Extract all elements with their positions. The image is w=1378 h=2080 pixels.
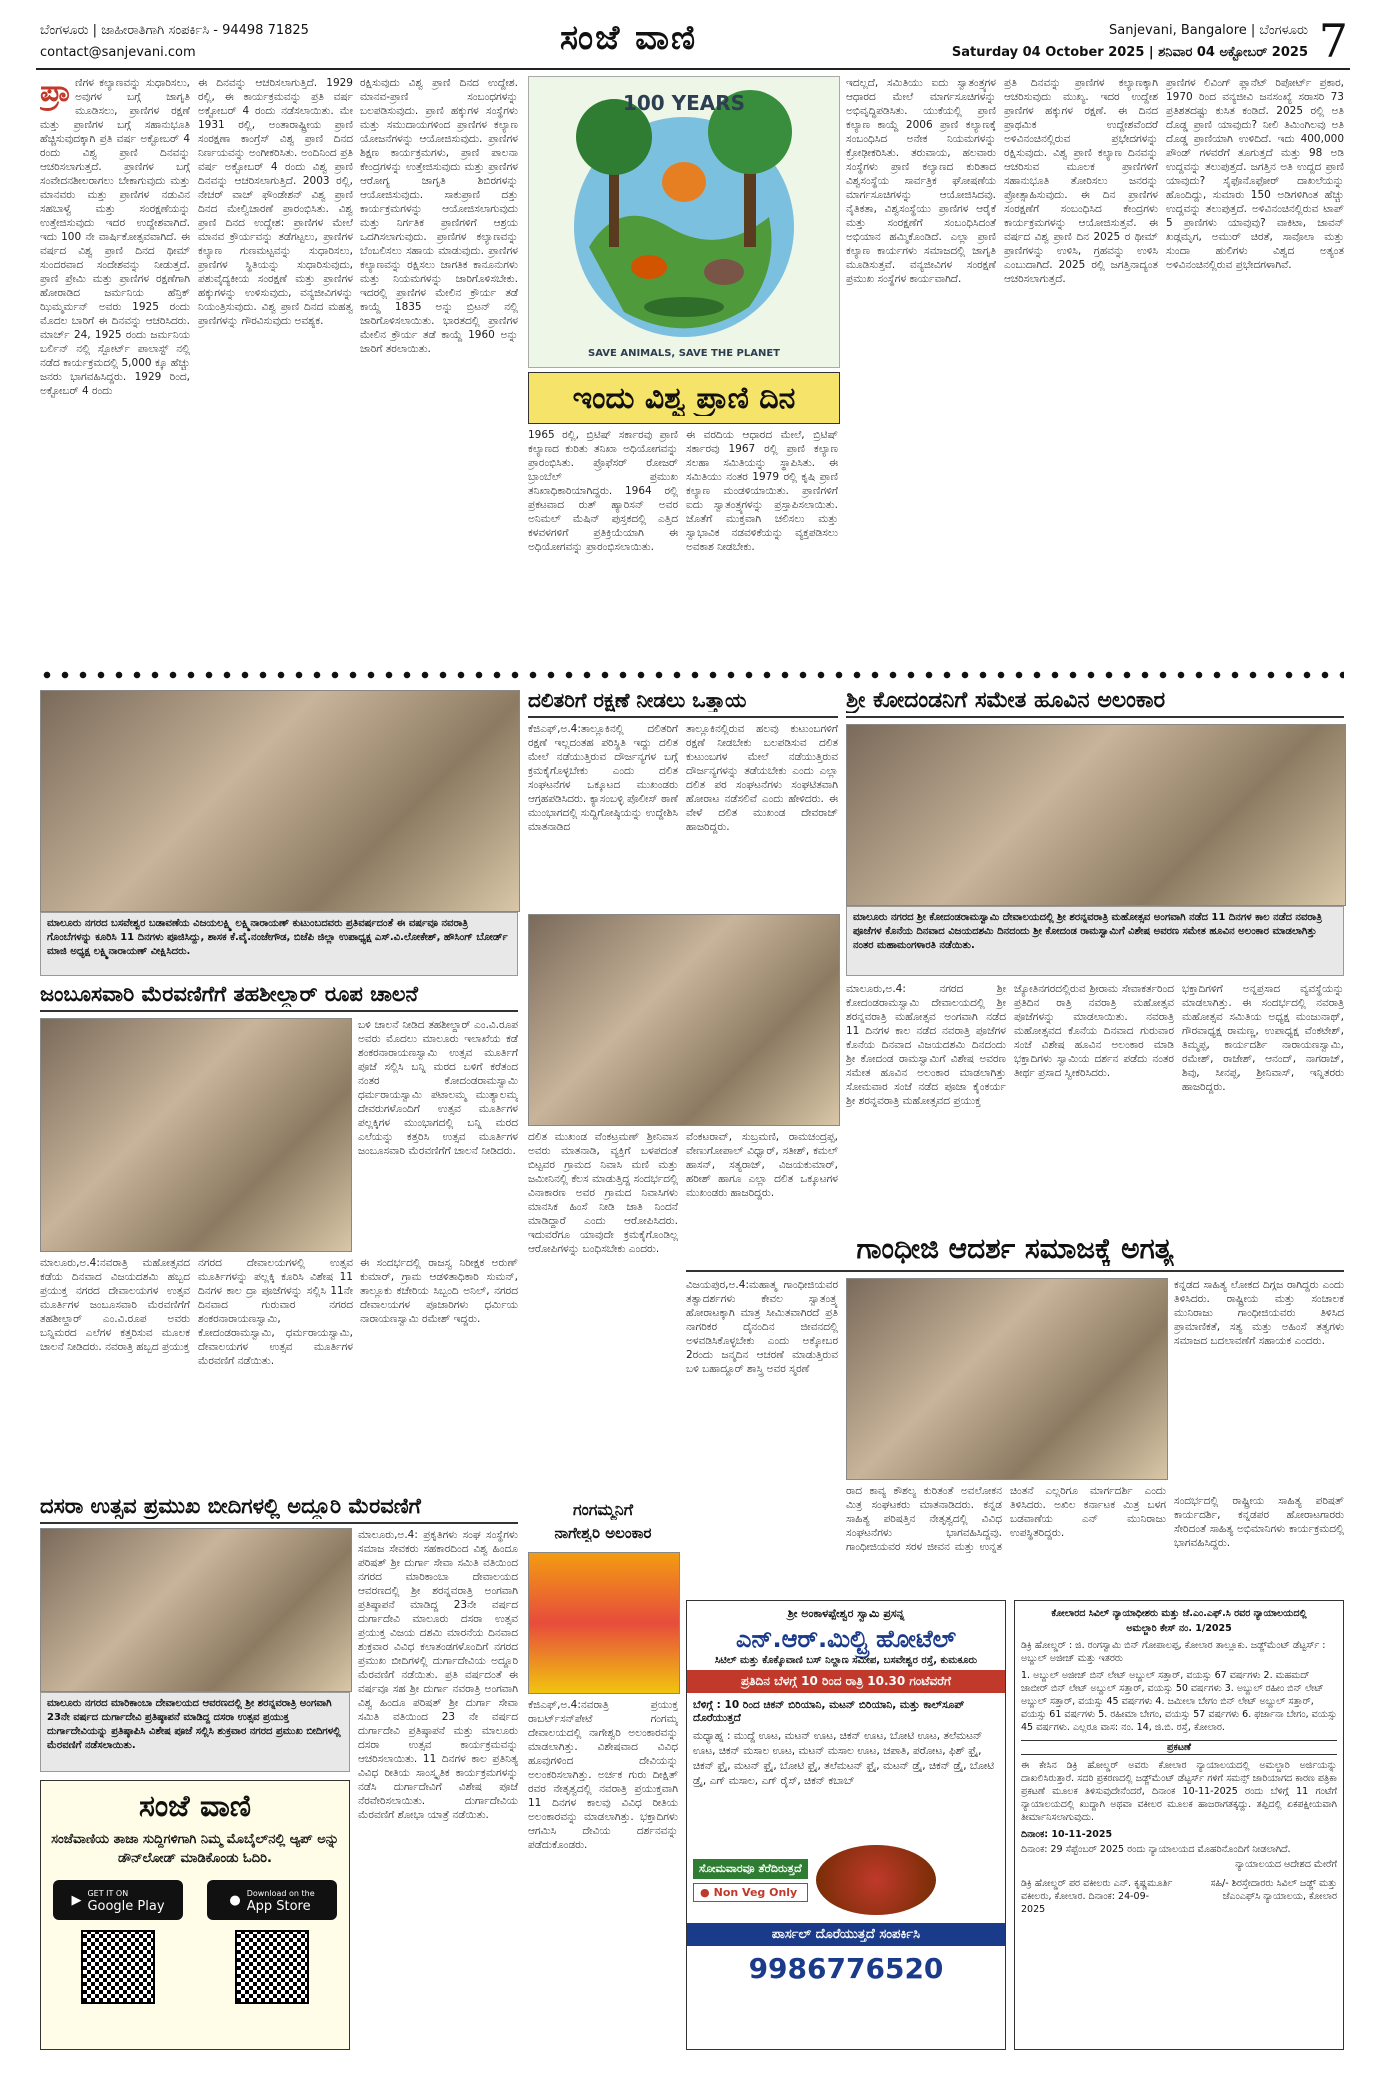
world-animal-day-image	[528, 76, 840, 368]
dalit-col-2: ತಾಲ್ಲೂಕಿನಲ್ಲಿರುವ ಹಲವು ಕುಟುಂಬಗಳಿಗೆ ರಕ್ಷಣೆ ನೀಡಬೇಕು ಬಲಪಡಿಸುವ ದಲಿತ ಕುಟುಂಬಗಳ ಮೇಲೆ ನಡೆಯುತ್ತಿರುವ ದೌರ್ಜನ್ಯಗಳನ್ನು ತಡೆಯಬೇಕು ಎಂದು ಎಲ್ಲಾ ದಲಿತ ಪರ ಸಂಘಟನೆಗಳು ಸಂಘಟಿತವಾಗಿ ಹೋರಾಟ ನಡೆಸಲಿವೆ ಎಂದು ಹೇಳಿದರು. ಈ ವೇಳೆ ದಲಿತ ಮುಖಂಡ ದೇವರಾಜ್ ಹಾಜರಿದ್ದರು.	[686, 723, 838, 833]
legal-notice-text: ಈ ಕೇಸಿನ ಡಿಕ್ರಿ ಹೋಲ್ಡರ್ ಅವರು ಕೋಲಾರ ನ್ಯಾಯಾಲಯದಲ್ಲಿ ಅಮಲ್ಜಾರಿ ಅರ್ಜಿಯನ್ನು ದಾಖಲಿಸಿರುತ್ತಾರೆ. ಸದರಿ ಪ್ರಕರಣದಲ್ಲಿ ಜಡ್ಜ್‌ಮೆಂಟ್ ಡೆಟ್ಟರ್ಸ್ ಗಳಿಗೆ ಸಮನ್ಸ್ ಜಾರಿಯಾಗದ ಕಾರಣ ಪತ್ರಿಕಾ ಪ್ರಕಟಣೆ ಮೂಲಕ ತಿಳಿಸುವುದೇನೆಂದರೆ, ದಿನಾಂಕ 10-11-2025 ರಂದು ಬೆಳಿಗ್ಗೆ 11 ಗಂಟೆಗೆ ನ್ಯಾಯಾಲಯದಲ್ಲಿ ಖುದ್ದಾಗಿ ಅಥವಾ ವಕೀಲರ ಮೂಲಕ ಹಾಜರಾಗತಕ್ಕದ್ದು. ತಪ್ಪಿದಲ್ಲಿ ಏಕಪಕ್ಷೀಯವಾಗಿ ತೀರ್ಮಾನಿಸಲಾಗುವುದು.	[1021, 1760, 1337, 1823]
app-store-small: Download on the	[246, 1889, 315, 1898]
non-veg-badge	[693, 1883, 808, 1902]
gangamma-body: ಕೆಜಿಎಫ್,ಅ.4:ನವರಾತ್ರಿ ಪ್ರಯುಕ್ತ ರಾಬರ್ಟ್‌ಸನ್‌ಪೇಟೆ ಗಂಗಮ್ಮ ದೇವಾಲಯದಲ್ಲಿ ನಾಗೇಶ್ವರಿ ಅಲಂಕಾರವನ್ನು ಮಾಡಲಾಗಿತ್ತು. ವಿಶೇಷವಾದ ವಿವಿಧ ಹೂವುಗಳಿಂದ ದೇವಿಯನ್ನು ಅಲಂಕರಿಸಲಾಗಿತ್ತು. ಅರ್ಚಕ ಗುರು ದೀಕ್ಷಿತ್ ರವರ ನೇತೃತ್ವದಲ್ಲಿ ನವರಾತ್ರಿ ಪ್ರಯುಕ್ತವಾಗಿ 11 ದಿನಗಳ ಕಾಲವು ವಿವಿಧ ರೀತಿಯ ಅಲಂಕಾರವನ್ನು ಮಾಡಲಾಗಿತ್ತು. ಭಕ್ತಾದಿಗಳು ಆಗಮಿಸಿ ದೇವಿಯ ದರ್ಶನವನ್ನು ಪಡೆದುಕೊಂಡರು.	[528, 1699, 678, 1851]
hotel-ad-parcel: ಪಾರ್ಸಲ್ ದೊರೆಯುತ್ತದೆ ಸಂಪರ್ಕಿಸಿ	[687, 1923, 1005, 1946]
app-promo-box	[40, 1780, 350, 2050]
golu-caption: ಮಾಲೂರು ನಗರದ ಬಸವೇಶ್ವರ ಬಡಾವಣೆಯ ವಿಜಯಲಕ್ಷ್ಮಿ ಲಕ್ಷ್ಮಿನಾರಾಯಣ್ ಕುಟುಂಬದವರು ಪ್ರತಿವರ್ಷದಂತೆ ಈ ವರ್ಷವೂ ನವರಾತ್ರಿ ಗೊಂಬೆಗಳನ್ನು ಕೂರಿಸಿ 11 ದಿನಗಳು ಪೂಜಿಸಿದ್ದು, ಶಾಸಕ ಕೆ.ವೈ.ನಂಜೇಗೌಡ, ಬಿಜೆಪಿ ಜಿಲ್ಲಾ ಉಪಾಧ್ಯಕ್ಷ ಎಸ್.ವಿ.ಲೋಕೇಶ್, ಹೌಸಿಂಗ್ ಬೋರ್ಡ್ ಮಾಜಿ ಅಧ್ಯಕ್ಷ ಲಕ್ಷ್ಮಿನಾರಾಯಣ್ ವೀಕ್ಷಿಸಿದರು.	[40, 912, 518, 976]
app-store-label: App Store	[246, 1899, 311, 1914]
jambu-side-text: ಬಳಿ ಚಾಲನೆ ನೀಡಿದ ತಹಶೀಲ್ದಾರ್ ಎಂ.ವಿ.ರೂಪ ಅವರು ಮೊದಲು ಮಾಲೂರು ಇಲಾಖೆಯ ಕಡೆ ಶಂಕರನಾರಾಯಣಸ್ವಾಮಿ ಉತ್ಸವ ಮೂರ್ತಿಗೆ ಪೂಜೆ ಸಲ್ಲಿಸಿ ಬನ್ನಿ ಮರದ ಬಳಿಗೆ ಕರೆತಂದ ನಂತರ ಕೋದಂಡರಾಮಸ್ವಾಮಿ ಧರ್ಮರಾಯಸ್ವಾಮಿ ಪಟಾಲಮ್ಮ ಮುತ್ಯಾಲಮ್ಮ ದೇವರುಗಳೊಂದಿಗೆ ಉತ್ಸವ ಮೂರ್ತಿಗಳ ಪಲ್ಲಕ್ಕಿಗಳ ಮುಂಭಾಗದಲ್ಲಿ ಬನ್ನಿ ಮರದ ಎಲೆಯನ್ನು ಕತ್ತರಿಸಿ ಉತ್ಸವ ಮೂರ್ತಿಗಳ ಜಂಬೂಸವಾರಿ ಮೆರವಣಿಗೆಗೆ ಚಾಲನೆ ನೀಡಿದರು.	[358, 1019, 518, 1157]
jambu-headline: ಜಂಬೂಸವಾರಿ ಮೆರವಣಿಗೆಗೆ ತಹಶೀಲ್ದಾರ್ ರೂಪ ಚಾಲನೆ	[40, 982, 419, 1006]
dasara-col-1: ಮಾಲೂರು,ಅ.4: ಪ್ರಕೃತಿಗಳು ಸಂಘ ಸಂಸ್ಥೆಗಳು ಸಮಾಜ ಸೇವಕರು ಸಹಕಾರದಿಂದ ವಿಶ್ವ ಹಿಂದೂ ಪರಿಷತ್ ಶ್ರೀ ದುರ್ಗಾ ಸೇವಾ ಸಮಿತಿ ವತಿಯಿಂದ ನಗರದ ಮಾರಿಕಾಂಬಾ ದೇವಾಲಯದ ಆವರಣದಲ್ಲಿ ಶ್ರೀ ಶರನ್ನವರಾತ್ರಿ ಅಂಗವಾಗಿ ಪ್ರತಿಷ್ಠಾಪನೆ ಮಾಡಿದ್ದ 23ನೇ ವರ್ಷದ ದುರ್ಗಾದೇವಿ ಮಾಲೂರು ದಸರಾ ಉತ್ಸವ ಪ್ರಯುಕ್ತ ವಿಜಯ ದಶಮಿ ಮಾರನೆಯ ದಿನವಾದ ಶುಕ್ರವಾರ ವಿವಿಧ ಕಲಾತಂಡಗಳೊಂದಿಗೆ ನಗರದ ಪ್ರಮುಖ ಬೀದಿಗಳಲ್ಲಿ ದುರ್ಗಾದೇವಿಯ ಅದ್ದೂರಿ ಮೆರವಣಿಗೆ ನಡೆಯಿತು. ಪ್ರತಿ ವರ್ಷದಂತೆ ಈ ವರ್ಷವೂ ಸಹ ಶ್ರೀ ದುರ್ಗಾ ನವರಾತ್ರಿ ಅಂಗವಾಗಿ ವಿಶ್ವ ಹಿಂದೂ ಪರಿಷತ್ ಶ್ರೀ ದುರ್ಗಾ ಸೇವಾ ಸಮಿತಿ ವತಿಯಿಂದ 23 ನೇ ವರ್ಷದ ದುರ್ಗಾದೇವಿ ಪ್ರತಿಷ್ಠಾಪನೆ ಮತ್ತು ಮಾಲೂರು ದಸರಾ ಉತ್ಸವ ಕಾರ್ಯಕ್ರಮವನ್ನು ಆಚರಿಸಲಾಯಿತು. 11 ದಿನಗಳ ಕಾಲ ಪ್ರತಿನಿತ್ಯ ವಿವಿಧ ರೀತಿಯ ಸಾಂಸ್ಕೃತಿಕ ಕಾರ್ಯಕ್ರಮಗಳನ್ನು ನಡೆಸಿ ದುರ್ಗಾದೇವಿಗೆ ವಿಶೇಷ ಪೂಜೆ ನೆರವೇರಿಸಲಾಯಿತು. ದುರ್ಗಾದೇವಿಯ ಮೆರವಣಿಗೆ ಶೋಭಾ ಯಾತ್ರೆ ನಡೆಯಿತು.	[358, 1529, 518, 1821]
dasara-headline: ದಸರಾ ಉತ್ಸವ ಪ್ರಮುಖ ಬೀದಿಗಳಲ್ಲಿ ಅದ್ದೂರಿ ಮೆರವಣಿಗೆ	[40, 1494, 421, 1518]
hotel-ad-top: ಶ್ರೀ ಅಂಕಾಳಪ್ಪೇಶ್ವರ ಸ್ವಾಮಿ ಪ್ರಸನ್ನ	[787, 1607, 905, 1620]
kodanda-headline: ಶ್ರೀ ಕೋದಂಡನಿಗೆ ಸಮೇತ ಹೂವಿನ ಅಲಂಕಾರ	[846, 688, 1166, 713]
food-plate-image	[816, 1845, 936, 1915]
hotel-ad-menu: ಮಧ್ಯಾಹ್ನ : ಮುದ್ದೆ ಊಟ, ಮಟನ್ ಊಟ, ಚಿಕನ್ ಊಟ, ಬೋಟಿ ಊಟ, ತಲೆಮಟನ್ ಊಟ, ಚಿಕನ್ ಮಸಾಲ ಊಟ, ಮಟನ್ ಮಸಾಲ ಊಟ, ಚಪಾತಿ, ಪರೋಟ, ಫಿಶ್ ಫ್ರೈ, ಚಿಕನ್ ಫ್ರೈ, ಮಟನ್ ಫ್ರೈ, ಬೋಟಿ ಫ್ರೈ, ತಲೆಮಟನ್ ಫ್ರೈ, ಮಟನ್ ಡ್ರೈ, ಚಿಕನ್ ಡ್ರೈ, ಬೋಟಿ ಡ್ರೈ, ಎಗ್ ಮಸಾಲ, ಎಗ್ ರೈಸ್, ಚಿಕನ್ ಕಬಾಬ್	[693, 1730, 995, 1787]
gandhi-col-4: ರಾದ ಕಾವ್ಯ ಕೌಶಲ್ಯ ಕುರಿತಂತೆ ಅವಲೋಕನ ಮಿತ್ರ ಸಂಘಟಕರು ಮಾತನಾಡಿದರು. ಕನ್ನಡ ಸಾಹಿತ್ಯ ಪರಿಷತ್ತಿನ ನೇತೃತ್ವದಲ್ಲಿ ವಿವಿಧ ಸಂಘಟನೆಗಳು ಭಾಗವಹಿಸಿದ್ದವು. ಗಾಂಧೀಜಿಯವರ ಸರಳ ಜೀವನ ಮತ್ತು ಉನ್ನತ ಚಿಂತನೆ ಎಲ್ಲರಿಗೂ ಮಾರ್ಗದರ್ಶಿ ಎಂದು ತಿಳಿಸಿದರು. ಅಖಿಲ ಕರ್ನಾಟಕ ಮಿತ್ರ ಬಳಗ ಬಡವಾಣೆಯ ಎನ್ ಮುನಿರಾಜು ಉಪಸ್ಥಿತರಿದ್ದರು.	[846, 1485, 1166, 1553]
gangamma-headline-1: ಗಂಗಮ್ಮನಿಗೆ	[573, 1500, 633, 1519]
lead-col-4: 1965 ರಲ್ಲಿ, ಬ್ರಿಟಿಷ್ ಸರ್ಕಾರವು ಪ್ರಾಣಿ ಕಲ್ಯಾಣದ ಕುರಿತು ತನಿಖಾ ಅಧಿಯೋಗವನ್ನು ಪ್ರಾರಂಭಿಸಿತು. ಪ್ರೊಫೆಸರ್ ರೋಜರ್ ಬ್ರಾಂಬೆಲ್ ಪ್ರಮುಖ ತನಿಖಾಧಿಕಾರಿಯಾಗಿದ್ದರು. 1964 ರಲ್ಲಿ ಪ್ರಕಟವಾದ ರುತ್ ಹ್ಯಾರಿಸನ್ ಅವರ ಅನಿಮಲ್ ಮೆಷಿನ್ ಪುಸ್ತಕದಲ್ಲಿ ಎತ್ತಿದ ಕಳವಳಗಳಿಗೆ ಪ್ರತಿಕ್ರಿಯೆಯಾಗಿ ಈ ಅಧಿಯೋಗವನ್ನು ಪ್ರಾರಂಭಿಸಲಾಯಿತು.	[528, 429, 678, 553]
dalit-photo	[528, 914, 840, 1126]
masthead-rule	[36, 68, 1350, 70]
gandhi-col-1: ವಿಜಯಪುರ,ಅ.4:ಮಹಾತ್ಮ ಗಾಂಧೀಜಿಯವರ ತತ್ವಾದರ್ಶಗಳು ಕೇವಲ ಸ್ವಾತಂತ್ರ್ಯ ಹೋರಾಟಕ್ಕಾಗಿ ಮಾತ್ರ ಸೀಮಿತವಾಗಿರದೆ ಪ್ರತಿ ನಾಗರಿಕರ ದೈನಂದಿನ ಜೀವನದಲ್ಲಿ ಅಳವಡಿಸಿಕೊಳ್ಳಬೇಕು ಎಂದು ಅಕ್ಕೋಬರ 2ರಂದು ಜನ್ಮದಿನ ಆಚರಣೆ ಮಾಡುತ್ತಿರುವ ಬಳಿ ಬಹಾದ್ದೂರ್ ಶಾಸ್ತ್ರಿ ಅವರ ಸ್ಮರಣೆ	[686, 1279, 838, 1375]
hotel-ad-holiday: ಸೋಮವಾರವೂ ತೆರೆದಿರುತ್ತದೆ	[693, 1859, 808, 1879]
page-number: 7	[1318, 14, 1348, 68]
hotel-ad-timing: ಪ್ರತಿದಿನ ಬೆಳಗ್ಗೆ 10 ರಿಂದ ರಾತ್ರಿ 10.30 ಗಂಟೆವರೆಗೆ	[687, 1670, 1005, 1693]
lead-col-7: ಪ್ರತಿ ದಿನವನ್ನು ಪ್ರಾಣಿಗಳ ಕಲ್ಯಾಣಕ್ಕಾಗಿ ಆಚರಿಸುವುದು ಮುಖ್ಯ. ಇದರ ಉದ್ದೇಶ ಪ್ರಾಣಿಗಳ ಹಕ್ಕುಗಳ ರಕ್ಷಣೆ. ಈ ದಿನದ ಪ್ರಾಥಮಿಕ ಉದ್ದೇಶವೆಂದರೆ ಅಳಿವಿನಂಚಿನಲ್ಲಿರುವ ಪ್ರಭೇದಗಳನ್ನು ರಕ್ಷಿಸುವುದು. ವಿಶ್ವ ಪ್ರಾಣಿ ಕಲ್ಯಾಣ ದಿನವನ್ನು ಆಚರಿಸುವ ಮೂಲಕ ಪ್ರಾಣಿಗಳಿಗೆ ಸಹಾನುಭೂತಿ ತೋರಿಸಲು ಜನರನ್ನು ಪ್ರೋತ್ಸಾಹಿಸುವುದು. ಈ ದಿನ ಪ್ರಾಣಿಗಳ ಸಂರಕ್ಷಣೆಗೆ ಸಂಬಂಧಿಸಿದ ಕೇಂದ್ರಗಳು ಕಾರ್ಯಕ್ರಮಗಳನ್ನು ಆಯೋಜಿಸುತ್ತವೆ. ಈ ವರ್ಷದ ವಿಶ್ವ ಪ್ರಾಣಿ ದಿನ 2025 ರ ಥೀಮ್ ಪ್ರಾಣಿಗಳನ್ನು ಉಳಿಸಿ, ಗ್ರಹವನ್ನು ಉಳಿಸಿ ಎಂಬುದಾಗಿದೆ. 2025 ರಲ್ಲಿ ಜಗತ್ತಿನಾದ್ಯಂತ ಆಚರಿಸಲಾಗುತ್ತದೆ.	[1004, 77, 1158, 285]
kodanda-rule	[846, 716, 1344, 718]
lead-drop-cap: ಪ್ರಾ	[40, 76, 72, 109]
legal-hearing-date: ದಿನಾಂಕ: 10-11-2025	[1021, 1829, 1113, 1840]
non-veg-icon: ●	[700, 1885, 710, 1899]
hotel-ad-phone: 9986776520	[748, 1952, 944, 1985]
gandhi-rule	[686, 1270, 1344, 1272]
gangamma-photo	[528, 1552, 680, 1694]
lead-col-3: ರಕ್ಷಿಸುವುದು ವಿಶ್ವ ಪ್ರಾಣಿ ದಿನದ ಉದ್ದೇಶ. ಮಾನವ-ಪ್ರಾಣಿ ಸಂಬಂಧಗಳನ್ನು ಬಲಪಡಿಸುವುದು. ಪ್ರಾಣಿ ಹಕ್ಕುಗಳ ಸಂಸ್ಥೆಗಳು ಮತ್ತು ಸಮುದಾಯಗಳಿಂದ ಪ್ರಾಣಿಗಳ ಕಲ್ಯಾಣ ಯೋಜನೆಗಳನ್ನು ಆಯೋಜಿಸುವುದು. ಪ್ರಾಣಿಗಳ ಶಿಕ್ಷಣ ಕಾರ್ಯಕ್ರಮಗಳು, ಪ್ರಾಣಿ ಪಾಲನಾ ಕೇಂದ್ರಗಳನ್ನು ಉತ್ತೇಜಿಸುವುದು ಮತ್ತು ಪ್ರಾಣಿಗಳ ಆರೋಗ್ಯ ಜಾಗೃತಿ ಶಿಬಿರಗಳನ್ನು ಆಯೋಜಿಸುವುದು. ಸಾಕುಪ್ರಾಣಿ ದತ್ತು ಕಾರ್ಯಕ್ರಮಗಳನ್ನು ಆಯೋಜಿಸಲಾಗುವುದು ಮತ್ತು ನಿರ್ಗತಿಕ ಪ್ರಾಣಿಗಳಿಗೆ ಆಶ್ರಯ ಒದಗಿಸಲಾಗುವುದು. ಪ್ರಾಣಿಗಳ ಕಲ್ಯಾಣವನ್ನು ಬೆಂಬಲಿಸಲು ಸಹಾಯ ಮಾಡುವುದು. ಪ್ರಾಣಿಗಳ ಕಲ್ಯಾಣವನ್ನು ರಕ್ಷಿಸಲು ಜಾಗತಿಕ ಕಾನೂನುಗಳು ಮತ್ತು ನಿಯಮಗಳನ್ನು ಜಾರಿಗೊಳಿಸಬೇಕು. ಇದರಲ್ಲಿ ಪ್ರಾಣಿಗಳ ಮೇಲಿನ ಕ್ರೌರ್ಯ ತಡೆ ಕಾಯ್ದೆ 1835 ಅನ್ನು ಬ್ರಿಟನ್ ನಲ್ಲಿ ಜಾರಿಗೊಳಿಸಲಾಯಿತು. ಭಾರತದಲ್ಲಿ ಪ್ರಾಣಿಗಳ ಮೇಲಿನ ಕ್ರೌರ್ಯ ತಡೆ ಕಾಯ್ದೆ 1960 ಅನ್ನು ಜಾರಿಗೆ ತರಲಾಯಿತು.	[360, 77, 518, 355]
jambu-col-2: ನಗರದ ದೇವಾಲಯಗಳಲ್ಲಿ ಉತ್ಸವ ಮೂರ್ತಿಗಳನ್ನು ಪಲ್ಲಕ್ಕಿ ಕೂರಿಸಿ ವಿಶೇಷ 11 ದಿನಗಳ ಕಾಲ ದ್ರಾ ಪೂಜೆಗಳನ್ನು ಸಲ್ಲಿಸಿ 11ನೇ ದಿನವಾದ ಗುರುವಾರ ನಗರದ ಶಂಕರನಾರಾಯಣಸ್ವಾಮಿ, ಕೋದಂಡರಾಮಸ್ವಾಮಿ, ಧರ್ಮರಾಯಸ್ವಾಮಿ, ದೇವಾಲಯಗಳ ಉತ್ಸವ ಮೂರ್ತಿಗಳ ಮೆರವಣಿಗೆ ನಡೆಯಿತು.	[198, 1257, 353, 1367]
kodanda-col-2: ಜ್ಯೋತಿನಗರದಲ್ಲಿರುವ ಶ್ರೀರಾಮ ಸೇವಾಕರ್ತರಿಂದ ಪ್ರತಿದಿನ ರಾತ್ರಿ ನವರಾತ್ರಿ ಮಹೋತ್ಸವ ಪೂಜೆಗಳನ್ನು ಮಾಡಲಾಯಿತು. ನವರಾತ್ರಿ ಮಹೋತ್ಸವದ ಕೊನೆಯ ದಿನವಾದ ಗುರುವಾರ ಸಂಜೆ ವಿಶೇಷ ಹೂವಿನ ಅಲಂಕಾರ ಮಾಡಿ ಭಕ್ತಾದಿಗಳು ಸ್ವಾಮಿಯ ದರ್ಶನ ಪಡೆದು ನಂತರ ತೀರ್ಥ ಪ್ರಸಾದ ಸ್ವೀಕರಿಸಿದರು.	[1014, 983, 1174, 1079]
legal-order: ನ್ಯಾಯಾಲಯದ ಆದೇಶದ ಮೇರೆಗೆ	[1235, 1859, 1337, 1870]
jambu-photo	[40, 1018, 352, 1252]
golu-photo	[40, 690, 520, 912]
globe-illustration	[529, 77, 839, 367]
masthead-edition: Sanjevani, Bangalore | ಬೆಂಗಳೂರು	[1108, 23, 1308, 38]
masthead-date: Saturday 04 October 2025 | ಶನಿವಾರ 04 ಅಕ್ಟೋಬರ್ 2025	[951, 45, 1308, 60]
dasara-caption: ಮಾಲೂರು ನಗರದ ಮಾರಿಕಾಂಬಾ ದೇವಾಲಯದ ಆವರಣದಲ್ಲಿ ಶ್ರೀ ಶರನ್ನವರಾತ್ರಿ ಅಂಗವಾಗಿ 23ನೇ ವರ್ಷದ ದುರ್ಗಾದೇವಿ ಪ್ರತಿಷ್ಠಾಪನೆ ಮಾಡಿದ್ದ ದಸರಾ ಉತ್ಸವ ಪ್ರಯುಕ್ತ ದುರ್ಗಾದೇವಿಯನ್ನು ಪ್ರತಿಷ್ಠಾಪಿಸಿ ವಿಶೇಷ ಪೂಜೆ ಸಲ್ಲಿಸಿ ಶುಕ್ರವಾರ ನಗರದ ಪ್ರಮುಖ ಬೀದಿಗಳಲ್ಲಿ ಮೆರವಣಿಗೆ ನಡೆಸಲಾಯಿತು.	[40, 1692, 350, 1772]
hotel-ad-address: ಸಿಟಿಲ್ ಮತ್ತು ಕೊಕ್ಕೊವಾಣಿ ಬಸ್ ನಿಲ್ದಾಣ ಸಮೀಪ, ಬಸವೇಶ್ವರ ರಸ್ತೆ, ಕುಮಕೂರು	[714, 1655, 978, 1666]
gangamma-headline-2: ನಾಗೇಶ್ವರಿ ಅಲಂಕಾರ	[554, 1524, 652, 1542]
dasara-photo	[40, 1528, 352, 1692]
lead-headline-box	[528, 372, 840, 424]
lead-col-1	[40, 76, 190, 656]
legal-signature-right: ಸಹಿ/- ಶಿರಸ್ತೇದಾರರು ಸಿವಿಲ್ ಜಡ್ಜ್ ಮತ್ತು ಜೆಎಂಎಫ್‌ಸಿ ನ್ಯಾಯಾಲಯ, ಕೋಲಾರ	[1210, 1878, 1337, 1902]
jambu-col-3: ಈ ಸಂದರ್ಭದಲ್ಲಿ ರಾಜಸ್ವ ನಿರೀಕ್ಷಕ ಅರುಣ್ ಕುಮಾರ್, ಗ್ರಾಮ ಆಡಳಿತಾಧಿಕಾರಿ ಸುಮನ್, ತಾಲ್ಲೂಕು ಕಚೇರಿಯ ಸಿಬ್ಬಂದಿ ಅನಿಲ್, ನಗರದ ದೇವಾಲಯಗಳ ಪೂಜಾರಿಗಳು ಧರ್ಮಿಯ ನಾರಾಯಣಸ್ವಾಮಿ ರಮೇಶ್ ಇದ್ದರು.	[360, 1257, 518, 1325]
google-play-qr-code	[81, 1930, 155, 2004]
dalit-col-1: ಕೆಜಿಎಫ್,ಅ.4:ತಾಲ್ಲೂಕಿನಲ್ಲಿ ದಲಿತರಿಗೆ ರಕ್ಷಣೆ ಇಲ್ಲದಂತಹ ಪರಿಸ್ಥಿತಿ ಇದ್ದು ದಲಿತ ಮೇಲೆ ನಡೆಯುತ್ತಿರುವ ದೌರ್ಜನ್ಯಗಳ ಬಗ್ಗೆ ಕ್ರಮಕೈಗೊಳ್ಳಬೇಕು ಎಂದು ದಲಿತ ಸಂಘಟನೆಗಳ ಒಕ್ಕೂಟದ ಮುಖಂಡರು ಆಗ್ರಹಪಡಿಸಿದರು. ಕ್ಯಾಸಂಬಳ್ಳಿ ಪೊಲೀಸ್ ಠಾಣೆ ಮುಂಭಾಗದಲ್ಲಿ ಸುದ್ದಿಗೋಷ್ಠಿಯನ್ನು ಉದ್ದೇಶಿಸಿ ಮಾತನಾಡಿದ	[528, 723, 678, 833]
non-veg-label: Non Veg Only	[713, 1885, 798, 1899]
image-caption-top: 100 YEARS	[622, 91, 746, 115]
promo-text: ಸಂಜೆವಾಣಿಯ ತಾಜಾ ಸುದ್ದಿಗಳಿಗಾಗಿ ನಿಮ್ಮ ಮೊಬೈಲ್‌ನಲ್ಲಿ ಆ್ಯಪ್ ಅನ್ನು ಡೌನ್‌ಲೋಡ್ ಮಾಡಿಕೊಂಡು ಓದಿರಿ.	[51, 1832, 339, 1866]
legal-issued: ದಿನಾಂಕ: 29 ಸೆಪ್ಟೆಂಬರ್ 2025 ರಂದು ನ್ಯಾಯಾಲಯದ ಮೊಹರಿನೊಂದಿಗೆ ನೀಡಲಾಗಿದೆ.	[1021, 1844, 1291, 1855]
google-play-label: Google Play	[87, 1899, 165, 1914]
lead-headline: ಇಂದು ವಿಶ್ವ ಪ್ರಾಣಿ ದಿನ	[572, 380, 796, 416]
kodanda-col-3: ಭಕ್ತಾದಿಗಳಿಗೆ ಅನ್ನಪ್ರಸಾದ ವ್ಯವಸ್ಥೆಯನ್ನು ಮಾಡಲಾಗಿತ್ತು. ಈ ಸಂದರ್ಭದಲ್ಲಿ ನವರಾತ್ರಿ ಮಹೋತ್ಸವ ಸಮಿತಿಯ ಅಧ್ಯಕ್ಷ ಮಂಜುನಾಥ್, ಗೌರವಾಧ್ಯಕ್ಷ ರಾಮಣ್ಣ, ಉಪಾಧ್ಯಕ್ಷ ವೆಂಕಟೇಶ್, ತಿಮ್ಮಪ್ಪ, ಕಾರ್ಯದರ್ಶಿ ನಾರಾಯಣಸ್ವಾಮಿ, ರಮೇಶ್, ರಾಜೇಶ್, ಆನಂದ್, ನಾಗರಾಜ್, ಶಿವು, ಸೀನಪ್ಪ, ಶ್ರೀನಿವಾಸ್, ಇನ್ನಿತರರು ಹಾಜರಿದ್ದರು.	[1182, 983, 1344, 1093]
dalit-rule	[528, 716, 838, 718]
legal-title: ಕೋಲಾರದ ಸಿವಿಲ್ ನ್ಯಾಯಾಧೀಶರು ಮತ್ತು ಜೆ.ಎಂ.ಎಫ್.ಸಿ ರವರ ನ್ಯಾಯಾಲಯದಲ್ಲಿ	[1051, 1608, 1307, 1619]
masthead-right	[952, 20, 1308, 64]
legal-notice	[1014, 1600, 1344, 2050]
dalit-col-4: ವೆಂಕಟರಾವ್, ಸುಬ್ರಮಣಿ, ರಾಮಚಂದ್ರಪ್ಪ, ವೇಣುಗೋಪಾಲ್ ವಿಧ್ವಾರ್, ಸತೀಶ್, ಕಮಲ್ ಹಾಸನ್, ಸತ್ಯರಾಜ್, ವಿಜಯಕುಮಾರ್, ಹರೀಶ್ ಹಾಗೂ ಎಲ್ಲಾ ದಲಿತ ಒಕ್ಕೂಟಗಳ ಮುಖಂಡರು ಹಾಜರಿದ್ದರು.	[686, 1131, 838, 1199]
kodanda-caption: ಮಾಲೂರು ನಗರದ ಶ್ರೀ ಕೋದಂಡರಾಮಸ್ವಾಮಿ ದೇವಾಲಯದಲ್ಲಿ ಶ್ರೀ ಶರನ್ನವರಾತ್ರಿ ಮಹೋತ್ಸವ ಅಂಗವಾಗಿ ನಡೆದ 11 ದಿನಗಳ ಕಾಲ ನಡೆದ ನವರಾತ್ರಿ ಪೂಜೆಗಳ ಕೊನೆಯ ದಿನವಾದ ವಿಜಯದಶಮಿ ದಿನದಂದು ಶ್ರೀ ಕೋದಂಡ ರಾಮಸ್ವಾಮಿಗೆ ವಿಶೇಷ ಅವರಣ ಸಮೇತ ಹೂವಿನ ಅಲಂಕಾರ ಮಾಡಲಾಗಿತ್ತು ನಂತರ ಮಹಾಮಂಗಳಾರತಿ ನಡೆಯಿತು.	[846, 906, 1344, 976]
legal-list: 1. ಅಬ್ದುಲ್ ಅಜೀಜ್ ಬಿನ್ ಲೇಟ್ ಅಬ್ದುಲ್ ಸತ್ತಾರ್, ವಯಸ್ಸು 67 ವರ್ಷಗಳು 2. ಮಹಮದ್ ಜಾಬೀರ್ ಬಿನ್ ಲೇಟ್ ಅಬ್ದುಲ್ ಸತ್ತಾರ್, ವಯಸ್ಸು 50 ವರ್ಷಗಳು 3. ಅಬ್ದುಲ್ ರಹೀಂ ಬಿನ್ ಲೇಟ್ ಅಬ್ದುಲ್ ಸತ್ತಾರ್, ವಯಸ್ಸು 45 ವರ್ಷಗಳು 4. ಜಮೀಲಾ ಬೇಗಂ ಬಿನ್ ಲೇಟ್ ಅಬ್ದುಲ್ ಸತ್ತಾರ್, ವಯಸ್ಸು 61 ವರ್ಷಗಳು 5. ರಹೀಮಾ ಬೇಗಂ, ವಯಸ್ಸು 57 ವರ್ಷಗಳು 6. ಫರ್ಜಾನಾ ಬೇಗಂ, ವಯಸ್ಸು 45 ವರ್ಷಗಳು. ಎಲ್ಲರೂ ವಾಸ: ನಂ. 14, ಜಿ.ಬಿ. ರಸ್ತೆ, ಕೋಲಾರ.	[1021, 1670, 1337, 1733]
app-store-button[interactable]	[207, 1880, 337, 1920]
gandhi-col-2: ಕನ್ನಡದ ಸಾಹಿತ್ಯ ಲೋಕದ ದಿಗ್ಗಜ ರಾಗಿದ್ದರು ಎಂದು ತಿಳಿಸಿದರು. ರಾಷ್ಟ್ರೀಯ ಮತ್ತು ಸಂಚಾಲಕ ಮುನಿರಾಜು ಗಾಂಧೀಜಿಯವರು ತಿಳಿಸಿದ ಪ್ರಾಮಾಣಿಕತೆ, ಸತ್ಯ ಮತ್ತು ಅಹಿಂಸೆ ತತ್ವಗಳು ಸಮಾಜದ ಬದಲಾವಣೆಗೆ ಸಹಾಯಕ ಎಂದರು.	[1174, 1279, 1344, 1347]
lead-col-2: ಈ ದಿನವನ್ನು ಆಚರಿಸಲಾಗುತ್ತಿದೆ. 1929 ರಲ್ಲಿ, ಈ ಕಾರ್ಯಕ್ರಮವನ್ನು ಪ್ರತಿ ವರ್ಷ ಅಕ್ಟೋಬರ್ 4 ರಂದು ನಡೆಸಲಾಯಿತು. ಮೇ 1931 ರಲ್ಲಿ, ಅಂತಾರಾಷ್ಟ್ರೀಯ ಪ್ರಾಣಿ ಸಂರಕ್ಷಣಾ ಕಾಂಗ್ರೆಸ್ ವಿಶ್ವ ಪ್ರಾಣಿ ದಿನದ ನಿರ್ಣಯವನ್ನು ಅಂಗೀಕರಿಸಿತು. ಅಂದಿನಿಂದ ಪ್ರತಿ ವರ್ಷ ಅಕ್ಟೋಬರ್ 4 ರಂದು ವಿಶ್ವ ಪ್ರಾಣಿ ದಿನವನ್ನು ಆಚರಿಸಲಾಗುತ್ತಿದೆ. 2003 ರಲ್ಲಿ, ನೇಚರ್ ವಾಚ್ ಫೌಂಡೇಶನ್ ವಿಶ್ವ ಪ್ರಾಣಿ ದಿನದ ಮೇಲ್ವಿಚಾರಣೆ ಪ್ರಾರಂಭಿಸಿತು. ವಿಶ್ವ ಪ್ರಾಣಿ ದಿನದ ಉದ್ದೇಶ: ಪ್ರಾಣಿಗಳ ಮೇಲೆ ಮಾನವ ಕ್ರೌರ್ಯವನ್ನು ತಡೆಗಟ್ಟಲು, ಪ್ರಾಣಿಗಳ ಕಲ್ಯಾಣ ಗುಣಮಟ್ಟವನ್ನು ಸುಧಾರಿಸಲು, ಪ್ರಾಣಿಗಳ ಸ್ಥಿತಿಯನ್ನು ಸುಧಾರಿಸುವುದು, ಪಶುವೈದ್ಯಕೀಯ ಸಂರಕ್ಷಣೆ ಮತ್ತು ಪ್ರಾಣಿಗಳ ಹಕ್ಕುಗಳನ್ನು ಉಳಿಸುವುದು, ವನ್ಯಜೀವಿಗಳನ್ನು ನಿಯಂತ್ರಿಸುವುದು. ವಿಶ್ವ ಪ್ರಾಣಿ ದಿನದ ಮಹತ್ವ ಪ್ರಾಣಿಗಳನ್ನು ಗೌರವಿಸುವುದು ಅವಶ್ಯಕ.	[198, 77, 353, 327]
jambu-rule	[40, 1010, 518, 1012]
play-icon: ▶	[71, 1892, 82, 1908]
hotel-ad-name: ಎನ್.ಆರ್.ಮಿಲ್ಟ್ರಿ ಹೋಟೆಲ್	[736, 1625, 956, 1653]
legal-parties: ಡಿಕ್ರಿ ಹೋಲ್ಡರ್ : ಜಿ. ರಂಗಸ್ವಾಮಿ ಬಿನ್ ಗೋಪಾಲಪ್ಪ, ಕೋಲಾರ ತಾಲ್ಲೂಕು. ಜಡ್ಜ್‌ಮೆಂಟ್ ಡೆಟ್ಟರ್ಸ್ : ಅಬ್ದುಲ್ ಅಜೀಜ್ ಮತ್ತು ಇತರರು	[1021, 1640, 1326, 1664]
dalit-headline: ದಲಿತರಿಗೆ ರಕ್ಷಣೆ ನೀಡಲು ಒತ್ತಾಯ	[528, 688, 747, 712]
kodanda-photo	[846, 724, 1346, 906]
lead-col-6: ಇದಲ್ಲದೆ, ಸಮಿತಿಯು ಐದು ಸ್ವಾತಂತ್ರ್ಯಗಳ ಆಧಾರದ ಮೇಲೆ ಮಾರ್ಗಸೂಚಿಗಳನ್ನು ಅಭಿವೃದ್ಧಿಪಡಿಸಿತು. ಯುಕೆಯಲ್ಲಿ ಪ್ರಾಣಿ ಕಲ್ಯಾಣ ಕಾಯ್ದೆ 2006 ಪ್ರಾಣಿ ಕಲ್ಯಾಣಕ್ಕೆ ಸಂಬಂಧಿಸಿದ ಅನೇಕ ನಿಯಮಗಳನ್ನು ಕ್ರೋಢೀಕರಿಸಿತು. ತರುವಾಯ, ಹಲವಾರು ಸಂಸ್ಥೆಗಳು ಪ್ರಾಣಿ ಕಲ್ಯಾಣದ ಕುರಿತಾದ ವಿಶ್ವಸಂಸ್ಥೆಯ ಸಾರ್ವತ್ರಿಕ ಘೋಷಣೆಯ ಮಾರ್ಗಸೂಚಿಗಳನ್ನು ಆಯೋಜಿಸಿದವು. ನೈತಿಕತಾ, ವಿಶ್ವಸಂಸ್ಥೆಯು ಪ್ರಾಣಿಗಳ ಆರೈಕೆ ಮತ್ತು ಸಂರಕ್ಷಣೆಗೆ ಸಂಬಂಧಿಸಿದಂತೆ ಅಭಿಯಾನ ಹಮ್ಮಿಕೊಂಡಿದೆ. ಎಲ್ಲಾ ಪ್ರಾಣಿ ಕಲ್ಯಾಣ ಕಾರ್ಯಗಳು ಸಮಾಜದಲ್ಲಿ ಜಾಗೃತಿ ಮೂಡಿಸುತ್ತವೆ. ವನ್ಯಜೀವಿಗಳ ಸಂರಕ್ಷಣೆ ಪ್ರಮುಖ ಸಂಸ್ಥೆಗಳ ಕಾರ್ಯವಾಗಿದೆ.	[846, 77, 996, 285]
hotel-advert	[686, 1600, 1006, 2050]
lead-col-1-text: ಣಿಗಳ ಕಲ್ಯಾಣವನ್ನು ಸುಧಾರಿಸಲು, ಅವುಗಳ ಬಗ್ಗೆ ಜಾಗೃತಿ ಮೂಡಿಸಲು, ಪ್ರಾಣಿಗಳ ರಕ್ಷಣೆ ಮತ್ತು ಪ್ರಾಣಿಗಳ ಬಗ್ಗೆ ಸಹಾನುಭೂತಿ ಹೆಚ್ಚಿಸುವುದಕ್ಕಾಗಿ ಪ್ರತಿ ವರ್ಷ ಅಕ್ಟೋಬರ್ 4 ರಂದು ವಿಶ್ವ ಪ್ರಾಣಿ ದಿನವನ್ನು ಆಚರಿಸಲಾಗುತ್ತದೆ. ಪ್ರಾಣಿಗಳ ಬಗ್ಗೆ ಸಂವೇದನಶೀಲರಾಗಲು ಬೇಕಾಗುವುದು ಮತ್ತು ಮಾನವರು ಮತ್ತು ಪ್ರಾಣಿಗಳ ನಡುವಿನ ಸಹಬಾಳ್ವೆ ಮತ್ತು ಸಂರಕ್ಷಣೆಯನ್ನು ಉತ್ತೇಜಿಸುವುದು ಇದರ ಉದ್ದೇಶವಾಗಿದೆ. ಇದು 100 ನೇ ವಾರ್ಷಿಕೋತ್ಸವವಾಗಿದೆ. ಈ ವರ್ಷದ ವಿಶ್ವ ಪ್ರಾಣಿ ದಿನದ ಥೀಮ್ ಸುಂದರವಾದ ಸಂದೇಶವನ್ನು ನೀಡುತ್ತದೆ. ಪ್ರಾಣಿ ಪ್ರೇಮಿ ಮತ್ತು ಪ್ರಾಣಿಗಳ ರಕ್ಷಣೆಗಾಗಿ ಹೋರಾಡಿದ ಜರ್ಮನಿಯ ಹೆನ್ರಿಕ್ ಝಿಮ್ಮರ್ಮನ್ ಅವರು 1925 ರಂದು ಮೊದಲ ಬಾರಿಗೆ ಈ ದಿನವನ್ನು ಆಚರಿಸಿದರು. ಮಾರ್ಚ್ 24, 1925 ರಂದು ಜರ್ಮನಿಯ ಬರ್ಲಿನ್ ನಲ್ಲಿ ಸ್ಪೋರ್ಟ್ ಪಾಲಾಸ್ಟ್ ನಲ್ಲಿ ನಡೆದ ಕಾರ್ಯಕ್ರಮದಲ್ಲಿ 5,000 ಕ್ಕೂ ಹೆಚ್ಚು ಜನರು ಭಾಗವಹಿಸಿದ್ದರು. 1929 ರಿಂದ, ಅಕ್ಟೋಬರ್ 4 ರಂದು	[40, 77, 190, 397]
gandhi-photo	[846, 1278, 1168, 1480]
gandhi-col-3: ಸಂದರ್ಭದಲ್ಲಿ ರಾಷ್ಟ್ರೀಯ ಸಾಹಿತ್ಯ ಪರಿಷತ್ ಕಾರ್ಯದರ್ಶಿ, ಕನ್ನಡಪರ ಹೋರಾಟಗಾರರು ಸೇರಿದಂತೆ ಸಾಹಿತ್ಯ ಅಭಿಮಾನಿಗಳು ಕಾರ್ಯಕ್ರಮದಲ್ಲಿ ಭಾಗವಹಿಸಿದ್ದರು.	[1174, 1495, 1344, 1549]
google-play-button[interactable]	[53, 1880, 183, 1920]
masthead-title: ಸಂಜೆ ವಾಣಿ	[560, 18, 698, 58]
masthead-contact-line: ಬೆಂಗಳೂರು | ಜಾಹೀರಾತಿಗಾಗಿ ಸಂಪರ್ಕಿಸಿ - 94498 71825	[40, 23, 309, 38]
jambu-col-1: ಮಾಲೂರು,ಅ.4:ನವರಾತ್ರಿ ಮಹೋತ್ಸವದ ಕಡೆಯ ದಿನವಾದ ವಿಜಯದಶಮಿ ಹಬ್ಬದ ಪ್ರಯುಕ್ತ ನಗರದ ದೇವಾಲಯಗಳ ಉತ್ಸವ ಮೂರ್ತಿಗಳ ಜಂಬೂಸವಾರಿ ಮೆರವಣಿಗೆಗೆ ತಹಶೀಲ್ದಾರ್ ಎಂ.ವಿ.ರೂಪ ಅವರು ಬನ್ನಿಮರದ ಎಲೆಗಳ ಕತ್ತರಿಸುವ ಮೂಲಕ ಚಾಲನೆ ನೀಡಿದರು. ನವರಾತ್ರಿ ಹಬ್ಬದ ಪ್ರಯುಕ್ತ	[40, 1257, 190, 1353]
masthead-email: contact@sanjevani.com	[40, 45, 196, 60]
gandhi-headline: ಗಾಂಧೀಜಿ ಆದರ್ಶ ಸಮಾಜಕ್ಕೆ ಅಗತ್ಯ	[856, 1232, 1174, 1265]
masthead-left	[40, 20, 309, 64]
section-divider	[38, 670, 1344, 680]
apple-icon: ●	[229, 1892, 241, 1908]
dalit-col-3: ದಲಿತ ಮುಖಂಡ ವೆಂಕಟ್ರಮಣ್ ಶ್ರೀನಿವಾಸ ಅವರು ಮಾತನಾಡಿ, ವ್ಯಕ್ತಿಗೆ ಬಳಪದಂತೆ ಬಿಟ್ಟವರ ಗ್ರಾಮದ ನಿವಾಸಿ ಮಣಿ ಮತ್ತು ಜಮೀನಿನಲ್ಲಿ ಕೆಲಸ ಮಾಡುತ್ತಿದ್ದ ಸಂದರ್ಭದಲ್ಲಿ ವಿನಾಕಾರಣ ಅವರ ಗ್ರಾಮದ ನಿವಾಸಿಗಳು ಮಾನಸಿಕ ಹಿಂಸೆ ನೀಡಿ ಜಾತಿ ನಿಂದನೆ ಮಾಡಿದ್ದಾರೆ ಎಂದು ಆರೋಪಿಸಿದರು. ಇದುವರೆಗೂ ಯಾವುದೇ ಕ್ರಮಕೈಗೊಂಡಿಲ್ಲ ಆರೋಪಿಗಳನ್ನು ಬಂಧಿಸಬೇಕು ಎಂದರು.	[528, 1131, 678, 1255]
dasara-rule	[40, 1522, 518, 1524]
legal-signature-left: ಡಿಕ್ರಿ ಹೋಲ್ಡರ್ ಪರ ವಕೀಲರು ಎನ್. ಕೃಷ್ಣಮೂರ್ತಿ ವಕೀಲರು, ಕೋಲಾರ. ದಿನಾಂಕ: 24-09-2025	[1021, 1878, 1173, 1915]
kodanda-col-1: ಮಾಲೂರು,ಅ.4: ನಗರದ ಶ್ರೀ ಕೋದಂಡರಾಮಸ್ವಾಮಿ ದೇವಾಲಯದಲ್ಲಿ ಶ್ರೀ ಶರನ್ನವರಾತ್ರಿ ಮಹೋತ್ಸವ ಅಂಗವಾಗಿ ನಡೆದ 11 ದಿನಗಳ ಕಾಲ ನಡೆದ ನವರಾತ್ರಿ ಪೂಜೆಗಳ ಕೊನೆಯ ದಿನವಾದ ವಿಜಯದಶಮಿ ದಿನದಂದು ಶ್ರೀ ಕೋದಂಡ ರಾಮಸ್ವಾಮಿಗೆ ವಿಶೇಷ ಅವರಣ ಸಮೇತ ಹೂವಿನ ಅಲಂಕಾರ ಮಾಡಲಾಗಿತ್ತು ಸೋಮವಾರ ಸಂಜೆ ನಡೆದ ಪೂಜಾ ಕೈಂಕರ್ಯ ಶ್ರೀ ಶರನ್ನವರಾತ್ರಿ ಮಹೋತ್ಸವದ ಪ್ರಯುಕ್ತ	[846, 983, 1006, 1107]
google-play-small: GET IT ON	[87, 1889, 129, 1898]
app-store-qr-code	[235, 1930, 309, 2004]
promo-brand: ಸಂಜೆ ವಾಣಿ	[138, 1789, 252, 1824]
legal-case-no: ಅಮಲ್ಜಾರಿ ಕೇಸ್ ನಂ. 1/2025	[1126, 1623, 1232, 1634]
legal-notice-head: ಪ್ರಕಟಣೆ	[1021, 1740, 1337, 1755]
lead-col-8: ಪ್ರಾಣಿಗಳ ಲಿವಿಂಗ್ ಪ್ಲಾನೆಟ್ ರಿಪೋರ್ಟ್ ಪ್ರಕಾರ, 1970 ರಿಂದ ವನ್ಯಜೀವಿ ಜನಸಂಖ್ಯೆ ಸರಾಸರಿ 73 ಪ್ರತಿಶತದಷ್ಟು ಕುಸಿತ ಕಂಡಿದೆ. 2025 ರಲ್ಲಿ ಅತಿ ದೊಡ್ಡ ಪ್ರಾಣಿ ಯಾವುದು? ನೀಲಿ ತಿಮಿಂಗಿಲವು ಅತಿ ದೊಡ್ಡ ಪ್ರಾಣಿಯಾಗಿ ಉಳಿದಿದೆ. ಇದು 400,000 ಪೌಂಡ್ ಗಳವರೆಗೆ ತೂಗುತ್ತದೆ ಮತ್ತು 98 ಅಡಿ ಉದ್ದವನ್ನು ತಲುಪುತ್ತದೆ. ಜಗತ್ತಿನ ಅತಿ ಉದ್ದದ ಪ್ರಾಣಿ ಯಾವುದು? ಸೈಫೊನೊಫೋರ್ ದಾಖಲೆಯನ್ನು ಹೊಂದಿದ್ದು, ಸುಮಾರು 150 ಅಡಿಗಳಿಗಿಂತ ಹೆಚ್ಚು ಉದ್ದವನ್ನು ತಲುಪುತ್ತದೆ. ಅಳಿವಿನಂಚಿನಲ್ಲಿರುವ ಟಾಪ್ 5 ಪ್ರಾಣಿಗಳು ಯಾವುವು? ವಾಕಿಟಾ, ಜಾವನ್ ಖಡ್ಗಮೃಗ, ಅಮುರ್ ಚಿರತೆ, ಸಾವೊಲಾ ಮತ್ತು ಸುಂದಾ ಹುಲಿಗಳು ವಿಶ್ವದ ಅತ್ಯಂತ ಅಳಿವಿನಂಚಿನಲ್ಲಿರುವ ಪ್ರಭೇದಗಳಾಗಿವೆ.	[1166, 77, 1344, 271]
image-caption-bottom: SAVE ANIMALS, SAVE THE PLANET	[588, 348, 780, 359]
hotel-ad-morning: ಬೆಳಿಗ್ಗೆ : 10 ರಿಂದ ಚಿಕನ್ ಬಿರಿಯಾನಿ, ಮಟನ್ ಬಿರಿಯಾನಿ, ಮತ್ತು ಕಾಲ್‌ಸೂಪ್ ದೊರೆಯುತ್ತದೆ	[693, 1699, 965, 1724]
lead-col-5: ಈ ವರದಿಯ ಆಧಾರದ ಮೇಲೆ, ಬ್ರಿಟಿಷ್ ಸರ್ಕಾರವು 1967 ರಲ್ಲಿ ಪ್ರಾಣಿ ಕಲ್ಯಾಣ ಸಲಹಾ ಸಮಿತಿಯನ್ನು ಸ್ಥಾಪಿಸಿತು. ಈ ಸಮಿತಿಯು ನಂತರ 1979 ರಲ್ಲಿ ಕೃಷಿ ಪ್ರಾಣಿ ಕಲ್ಯಾಣ ಮಂಡಳಿಯಾಯಿತು. ಪ್ರಾಣಿಗಳಿಗೆ ಐದು ಸ್ವಾತಂತ್ರ್ಯಗಳನ್ನು ಪ್ರಸ್ತಾಪಿಸಲಾಯಿತು. ಜೊತೆಗೆ ಮುಕ್ತವಾಗಿ ಚಲಿಸಲು ಮತ್ತು ಸ್ವಾಭಾವಿಕ ನಡವಳಿಕೆಯನ್ನು ವ್ಯಕ್ತಪಡಿಸಲು ಅವಕಾಶ ನೀಡಬೇಕು.	[686, 429, 838, 553]
